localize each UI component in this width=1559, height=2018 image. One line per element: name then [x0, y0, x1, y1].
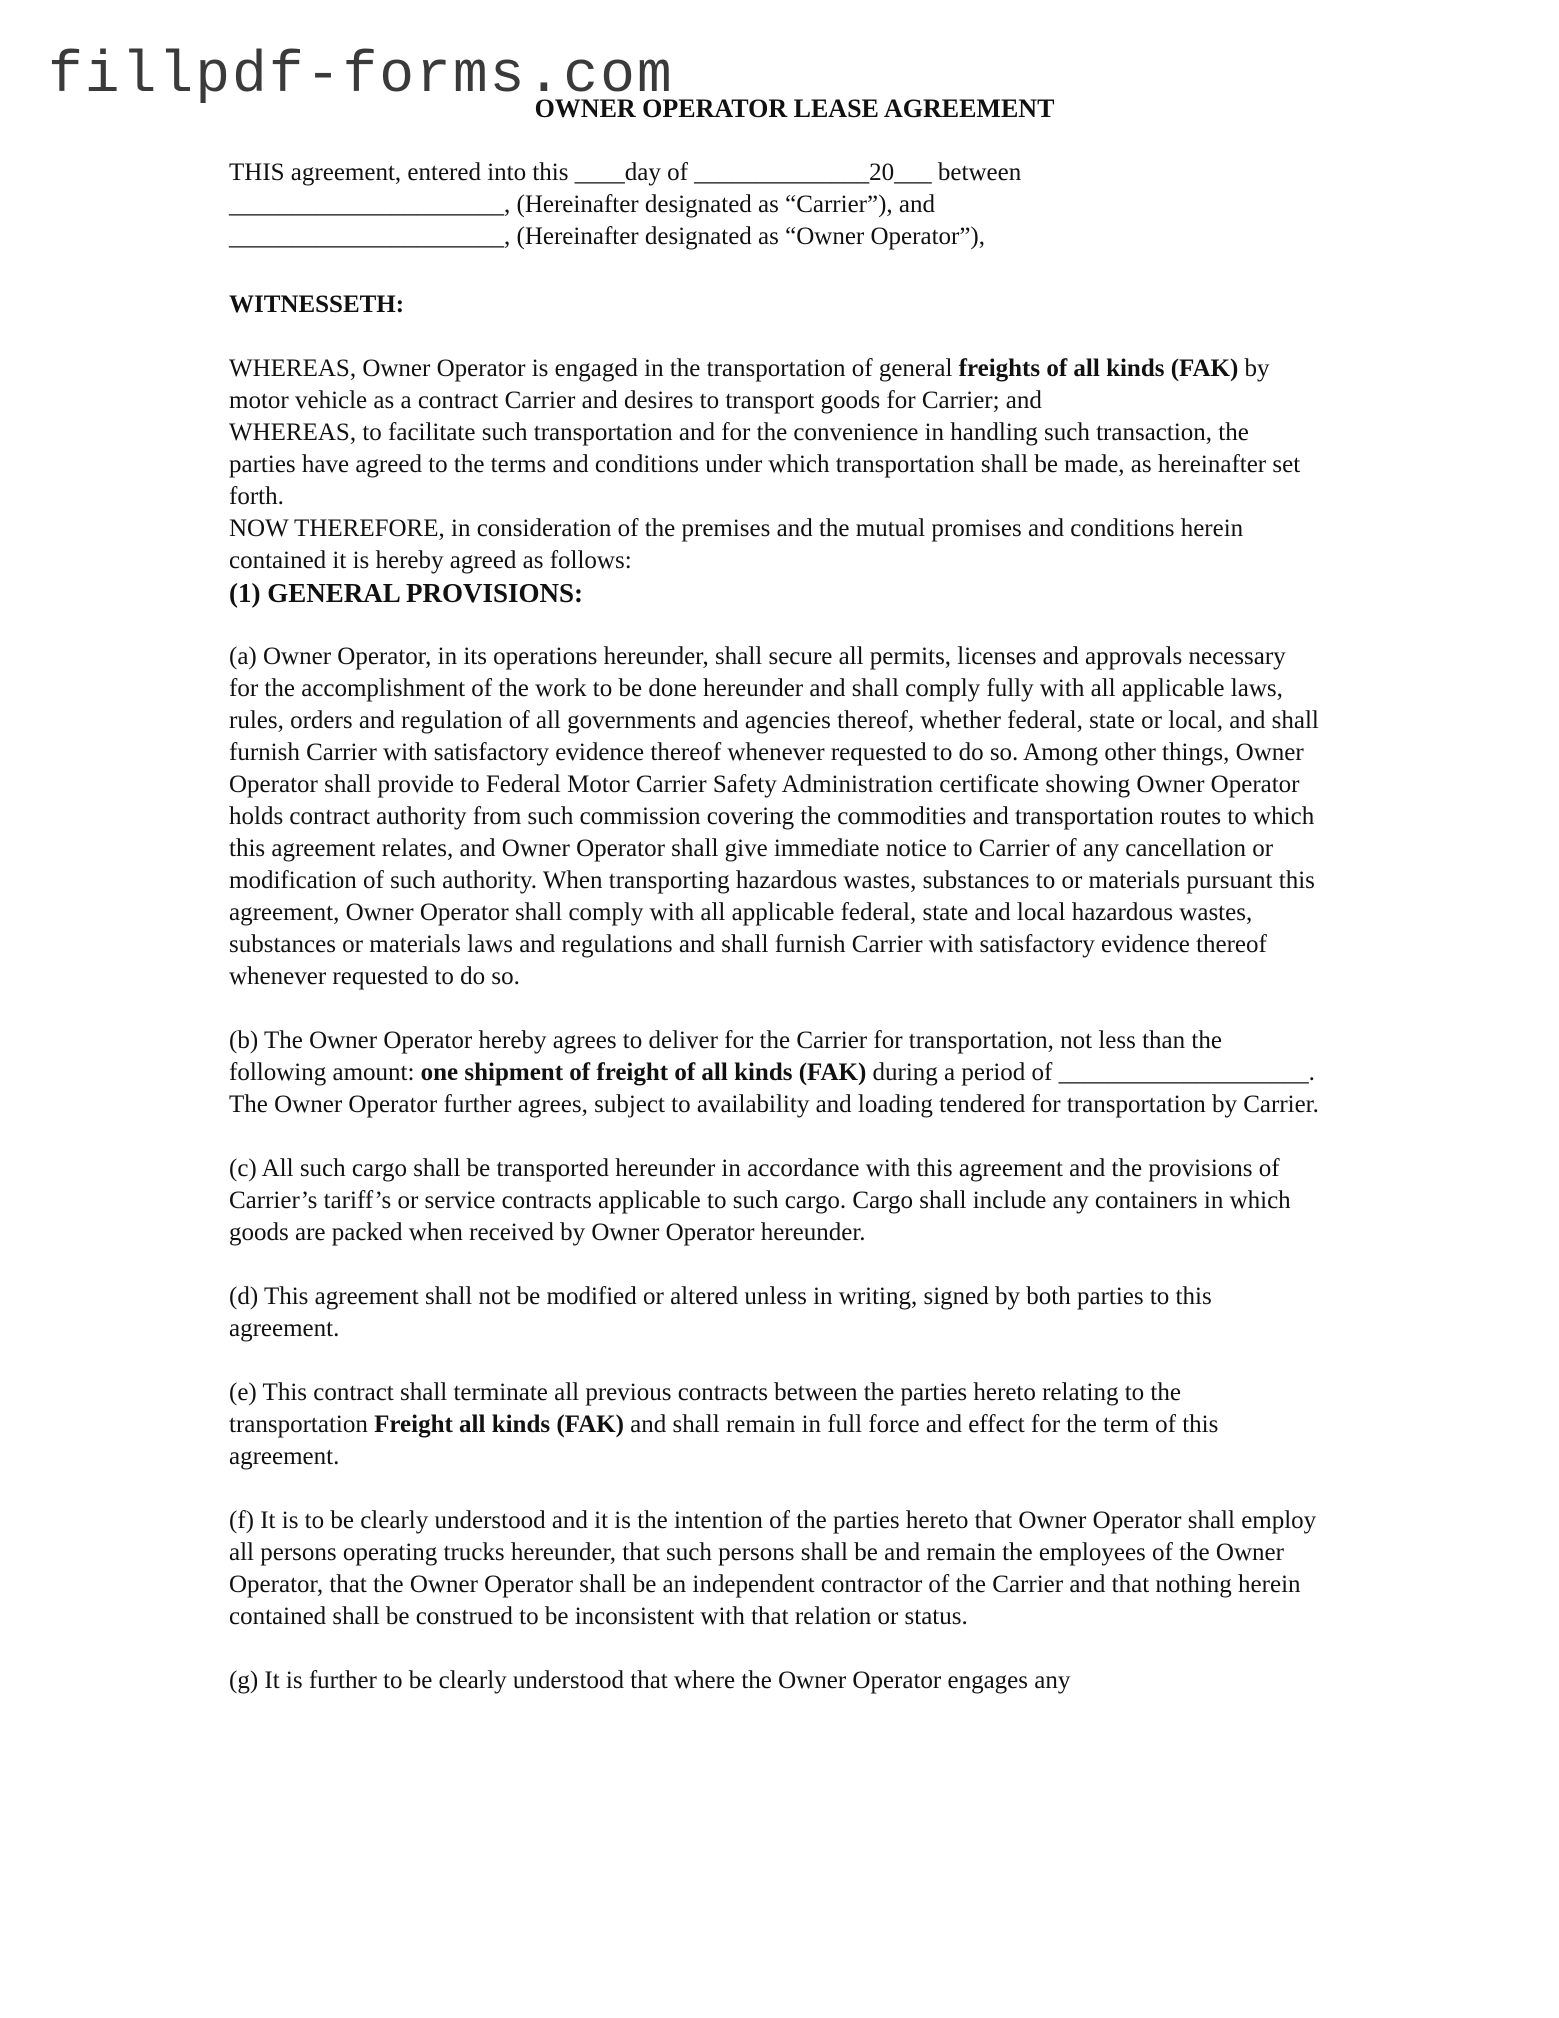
paragraph-b: [229, 1025, 1319, 1121]
paragraph-g: (g) It is further to be clearly understood that where the Owner Operator engages any: [229, 1667, 1071, 1694]
paragraph-e-post: and shall remain in full force and effect for the term of this agreement.: [229, 1411, 1219, 1470]
document-title: OWNER OPERATOR LEASE AGREEMENT: [534, 94, 1055, 123]
paragraph-b-bold: one shipment of freight of all kinds (FAK): [420, 1059, 867, 1086]
paragraph-f: (f) It is to be clearly understood and it is the intention of the parties hereto that Owner Operator shall employ all persons operating trucks hereunder, that such persons shall be and remain the employees of the Owner Operator, that the Owner Operator shall be an independent contractor of the Carrier and that nothing herein contained shall be construed to be inconsistent with that relation or status.: [229, 1507, 1317, 1630]
whereas-paragraph-1: [229, 353, 1319, 417]
whereas-1-bold: freights of all kinds (FAK): [958, 355, 1239, 382]
intro-line-1: THIS agreement, entered into this ____day of ______________20___ between: [229, 159, 1022, 186]
witnesseth-heading: WITNESSETH:: [229, 291, 405, 318]
paragraph-c: (c) All such cargo shall be transported hereunder in accordance with this agreement and the provisions of Carrier’s tariff’s or service contracts applicable to such cargo. Cargo shall include any containers in which goods are packed when received by Owner Operator hereunder.: [229, 1155, 1291, 1246]
whereas-1-pre: WHEREAS, Owner Operator is engaged in the transportation of general: [229, 355, 959, 382]
whereas-1-post: by motor vehicle as a contract Carrier and desires to transport goods for Carrier; and: [229, 355, 1270, 414]
watermark: fillpdf-forms.com: [48, 44, 674, 109]
paragraph-e-bold: Freight all kinds (FAK): [374, 1411, 624, 1438]
whereas-paragraph-2: WHEREAS, to facilitate such transportation and for the convenience in handling such transaction, the parties have agreed to the terms and conditions under which transportation shall be made, as hereinafter set forth.: [229, 419, 1301, 510]
now-therefore-paragraph: NOW THEREFORE, in consideration of the premises and the mutual promises and conditions herein contained it is hereby agreed as follows:: [229, 515, 1244, 574]
paragraph-a: (a) Owner Operator, in its operations hereunder, shall secure all permits, licenses and approvals necessary for the accomplishment of the work to be done hereunder and shall comply fully with all applicable laws, rules, orders and regulation of all governments and agencies thereof, whether federal, state or local, and shall furnish Carrier with satisfactory evidence thereof whenever requested to do so. Among other things, Owner Operator shall provide to Federal Motor Carrier Safety Administration certificate showing Owner Operator holds contract authority from such commission covering the commodities and transportation routes to which this agreement relates, and Owner Operator shall give immediate notice to Carrier of any cancellation or modification of such authority. When transporting hazardous wastes, substances to or materials pursuant this agreement, Owner Operator shall comply with all applicable federal, state and local hazardous wastes, substances or materials laws and regulations and shall furnish Carrier with satisfactory evidence thereof whenever requested to do so.: [229, 643, 1319, 990]
intro-line-2: ______________________, (Hereinafter designated as “Carrier”), and: [229, 191, 936, 218]
paragraph-b-pre: (b) The Owner Operator hereby agrees to deliver for the Carrier for transportation, not less than the following amount:: [229, 1027, 1222, 1086]
paragraph-e: [229, 1377, 1319, 1473]
document-body: [229, 157, 1319, 1697]
intro-line-3: ______________________, (Hereinafter designated as “Owner Operator”),: [229, 223, 986, 250]
paragraph-b-post: during a period of ____________________. The Owner Operator further agrees, subject to availability and loading tendered for transportation by Carrier.: [229, 1059, 1319, 1118]
paragraph-e-pre: (e) This contract shall terminate all previous contracts between the parties hereto relating to the transportation: [229, 1379, 1181, 1438]
paragraph-d: (d) This agreement shall not be modified or altered unless in writing, signed by both parties to this agreement.: [229, 1283, 1212, 1342]
section-1-heading: (1) GENERAL PROVISIONS:: [229, 578, 584, 608]
